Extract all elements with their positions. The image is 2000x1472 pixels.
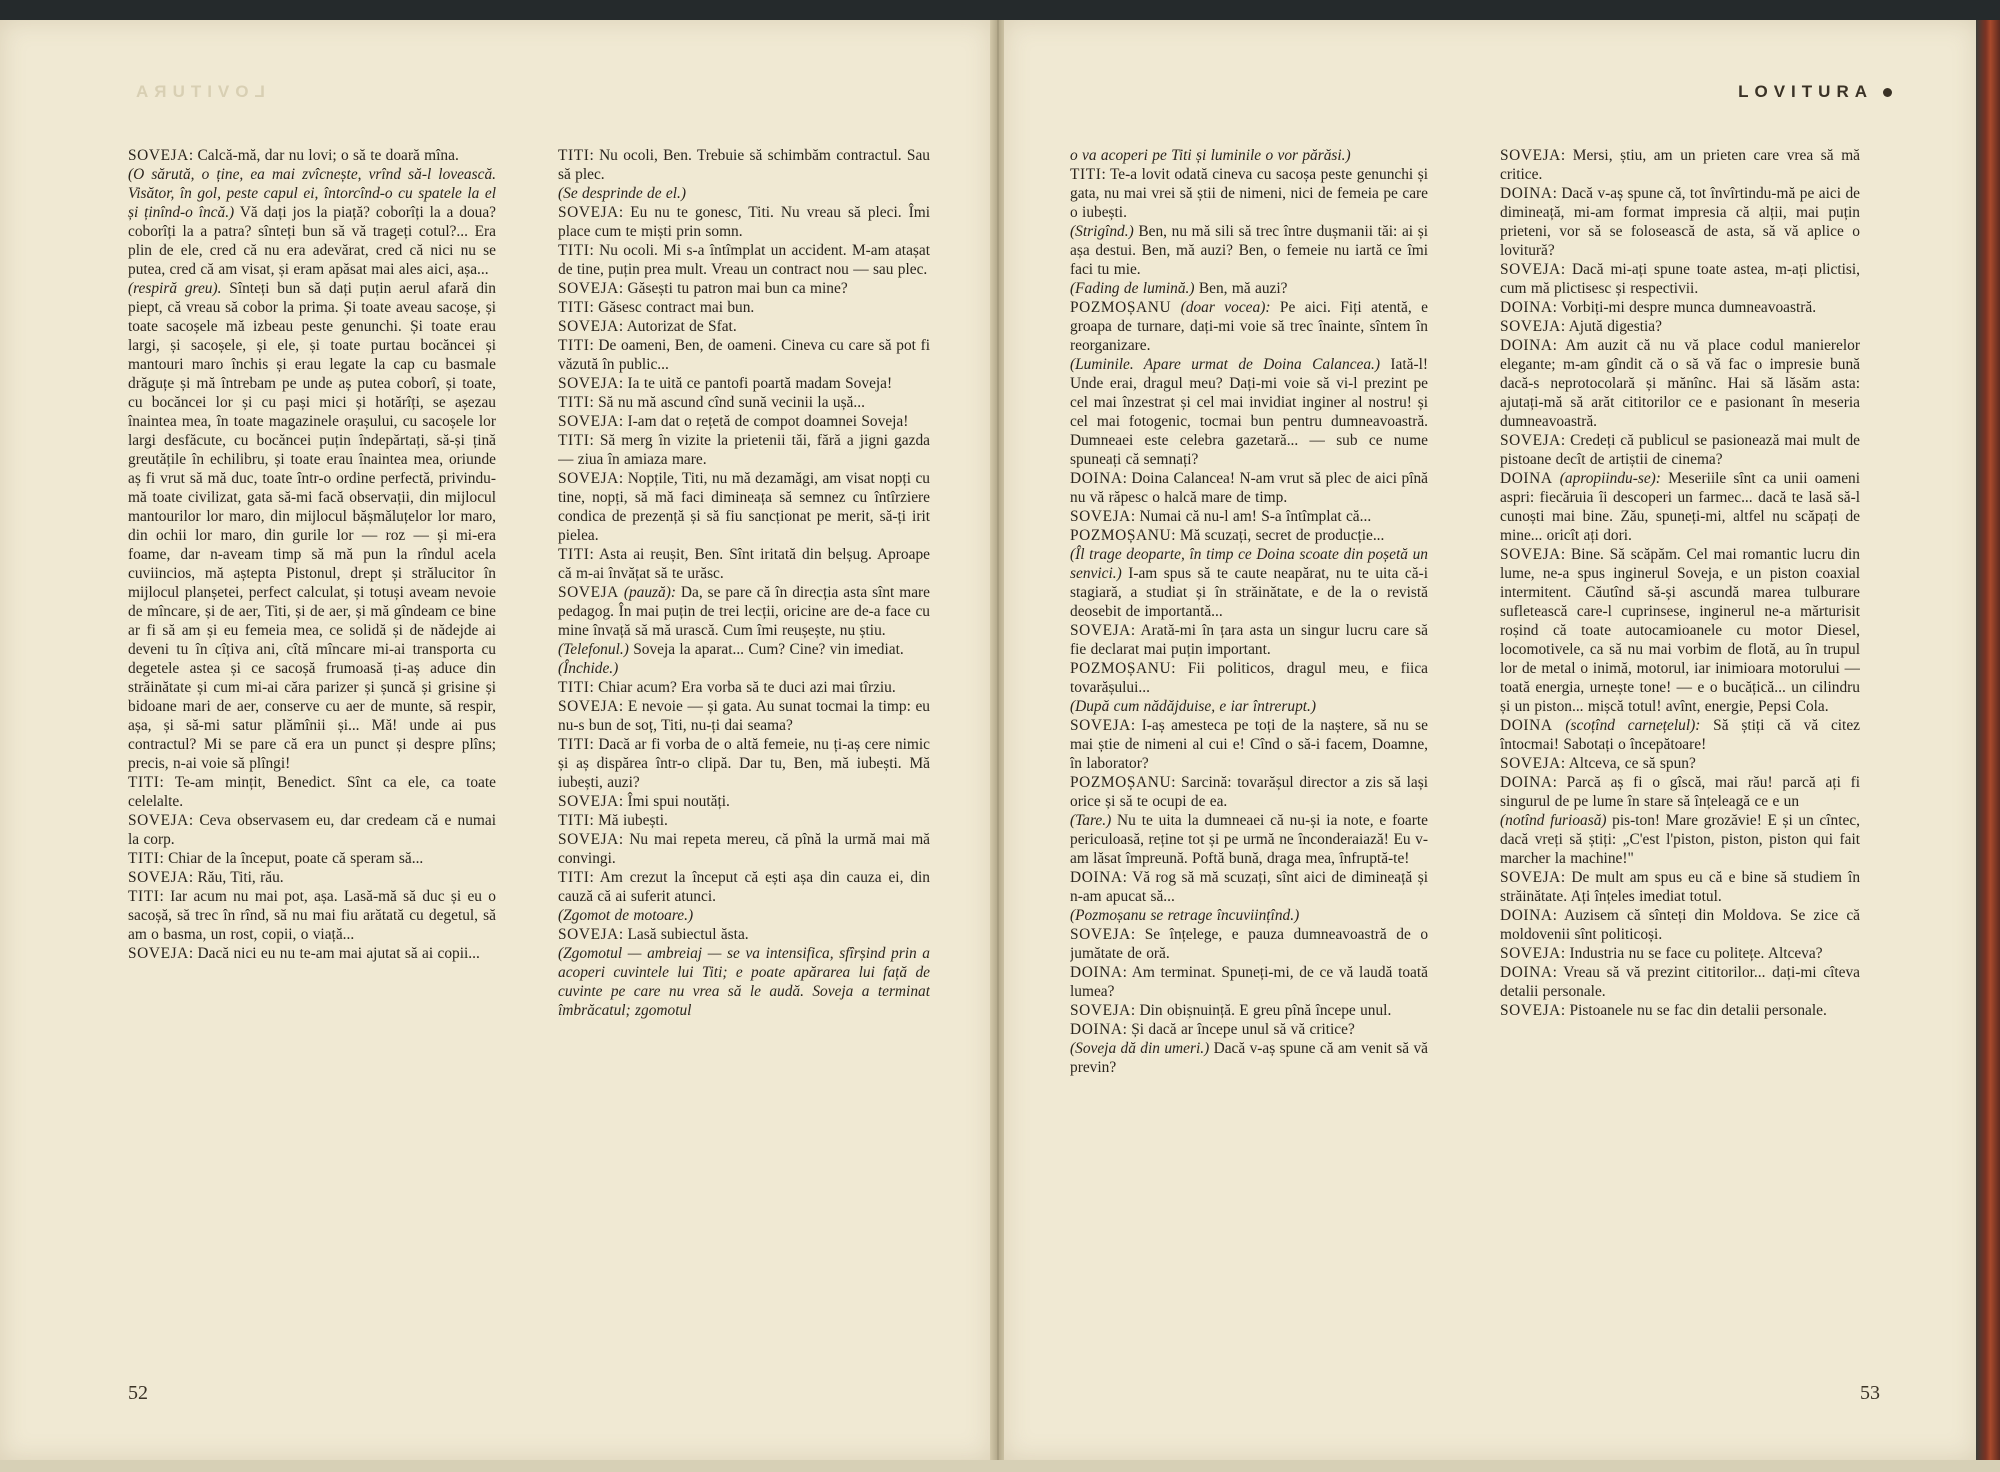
speaker-name: SOVEJA xyxy=(558,280,619,297)
show-through-heading: LOVITURA xyxy=(130,82,265,101)
stage-direction: (pauză): xyxy=(623,584,676,601)
dialogue-text: Eu nu te gonesc, Titi. Nu vreau să pleci. Îmi place cum te miști prin somn. xyxy=(558,204,930,240)
dialogue-line: TITI: Te-am mințit, Benedict. Sînt ca ele, ca toate celelalte. xyxy=(128,774,496,810)
speaker-name: SOVEJA xyxy=(558,375,619,392)
dialogue-line: POZMOȘANU: Sarcină: tovarășul director a zis să lași orice și să te ocupi de ea. xyxy=(1070,774,1428,810)
dialogue-text: Soveja la aparat... Cum? Cine? vin imediat. xyxy=(633,641,904,658)
stage-direction: (Pozmoșanu se retrage încuviințînd.) xyxy=(1070,907,1300,924)
speaker-name: SOVEJA xyxy=(558,318,619,335)
stage-direction: (Îl trage deoparte, în timp ce Doina scoate din poșetă un senvici.) xyxy=(1070,546,1428,582)
speaker-name: DOINA xyxy=(1070,1021,1123,1038)
dialogue-line: SOVEJA: Dacă nici eu nu te-am mai ajutat să ai copii... xyxy=(128,945,480,962)
dialogue-text: Dacă nici eu nu te-am mai ajutat să ai copii... xyxy=(197,945,480,962)
dialogue-line: SOVEJA: Pistoanele nu se fac din detalii personale. xyxy=(1500,1002,1827,1019)
speaker-name: SOVEJA xyxy=(1500,1002,1561,1019)
speaker-name: DOINA xyxy=(1500,907,1553,924)
dialogue-line: SOVEJA: Găsești tu patron mai bun ca mine? xyxy=(558,280,848,297)
dialogue-text: Chiar acum? Era vorba să te duci azi mai tîrziu. xyxy=(598,679,896,696)
dialogue-text: Meseriile sînt ca unii oameni aspri: fiecăruia îi descoperi un farmec... dacă te lasă să-l cunoști mai bine. Zău, spuneți-mi, altfel nu scăpați de mine... oricît ați dori. xyxy=(1500,470,1860,544)
speaker-name: DOINA xyxy=(1500,185,1553,202)
speaker-name: SOVEJA xyxy=(1070,622,1131,639)
dialogue-text: Ben, mă auzi? xyxy=(1198,280,1288,297)
book-cover-edge xyxy=(0,0,2000,22)
bullet-dot-icon xyxy=(1883,88,1892,97)
dialogue-text: Vreau să vă prezint cititorilor... dați-mi cîteva detalii personale. xyxy=(1500,964,1860,1000)
dialogue-line: POZMOȘANU: Fii politicos, dragul meu, e fiica tovarășului... xyxy=(1070,660,1428,696)
speaker-name: TITI xyxy=(558,546,590,563)
stage-direction: (O sărută, o ține, ea mai zvîcnește, vrînd să-l lovească. Visător, în gol, peste capul ei, întorcînd-o cu spatele la el și ținînd-o încă.) xyxy=(128,166,496,221)
speaker-name: SOVEJA xyxy=(1500,261,1561,278)
dialogue-text: Da, se pare că în direcția asta sînt mare pedagog. În mai puțin de trei lecții, oricine are de-a face cu mine învață să mă urască. Cum îmi reușește, nu știu. xyxy=(558,584,930,639)
speaker-name: SOVEJA xyxy=(558,413,619,430)
dialogue-text: Mă scuzați, secret de producție... xyxy=(1179,527,1385,544)
dialogue-text: Altceva, ce să spun? xyxy=(1568,755,1696,772)
dialogue-line xyxy=(1070,697,1428,716)
dialogue-line xyxy=(558,640,930,659)
speaker-name: DOINA xyxy=(1500,964,1553,981)
dialogue-text: I-am spus să te caute neapărat, nu te uita că-i stagiară, a studiat și în străinătate, e de la o revistă deosebit de importantă... xyxy=(1070,565,1428,620)
dialogue-text: Dacă v-aș spune că am venit să vă previn? xyxy=(1070,1040,1428,1076)
dialogue-text: Pe aici. Fiți atentă, e groapa de turnare, dați-mi voie să trec înainte, sîntem în reorganizare. xyxy=(1070,299,1428,354)
dialogue-line: TITI: Iar acum nu mai pot, așa. Lasă-mă să duc și eu o sacoșă, să trec în rînd, să nu mai fiu arătată cu degetul, să am o basma, un rost, copii, o viață... xyxy=(128,888,496,943)
dialogue-text: Nu te uita la dumneaei că nu-și ia note, e foarte periculoasă, reține tot și pe urmă ne înconderaiază! Eu v-am lăsat împreună. Poftă bună, draga mea, înfruptă-te! xyxy=(1070,812,1428,867)
dialogue-text: I-am dat o rețetă de compot doamnei Soveja! xyxy=(627,413,909,430)
dialogue-line: SOVEJA: Nu mai repeta mereu, că pînă la urmă mai mă convingi. xyxy=(558,831,930,867)
dialogue-line xyxy=(128,279,496,773)
dialogue-text: Nopțile, Titi, nu mă dezamăgi, am visat nopți cu tine, nopți, să mă faci dimineața să semnez cu întîrziere condica de prezență și să fiu sancționat pe merit, să-ți irit pielea. xyxy=(558,470,930,544)
stage-direction: (Telefonul.) xyxy=(558,641,629,658)
dialogue-line: SOVEJA: Eu nu te gonesc, Titi. Nu vreau să pleci. Îmi place cum te miști prin somn. xyxy=(558,204,930,240)
dialogue-text: Ben, nu mă sili să trec între dușmanii tăi: ai și așa destui. Ben, mă auzi? Ben, o femeie nu iartă ce îmi faci tu mie. xyxy=(1070,223,1428,278)
dialogue-line: TITI: Dacă ar fi vorba de o altă femeie, nu ți-aș cere nimic și aș dispărea într-o clipă. Dar tu, Ben, mă iubești. Mă iubești, auzi? xyxy=(558,736,930,791)
dialogue-text: E nevoie — și gata. Au sunat tocmai la timp: eu nu-s bun de soț, Titi, nu-ți dai seama? xyxy=(558,698,930,734)
speaker-name: TITI xyxy=(128,850,160,867)
speaker-name: POZMOȘANU xyxy=(1070,660,1172,677)
speaker-name: SOVEJA xyxy=(1070,1002,1131,1019)
dialogue-line: SOVEJA: Din obișnuință. E greu pînă începe unul. xyxy=(1070,1002,1392,1019)
text-column-2 xyxy=(558,146,930,1326)
dialogue-line: SOVEJA: Altceva, ce să spun? xyxy=(1500,755,1696,772)
dialogue-line: SOVEJA: Ajută digestia? xyxy=(1500,318,1662,335)
dialogue-text: Să știți că vă citez întocmai! Sabotați o începătoare! xyxy=(1500,717,1860,753)
dialogue-text: Calcă-mă, dar nu lovi; o să te doară mîna. xyxy=(197,147,459,164)
speaker-name: SOVEJA xyxy=(1070,926,1131,943)
right-page xyxy=(1004,20,1978,1460)
stage-direction: (doar vocea): xyxy=(1180,299,1271,316)
speaker-name: TITI xyxy=(558,736,590,753)
dialogue-text: Din obișnuință. E greu pînă începe unul. xyxy=(1139,1002,1392,1019)
dialogue-text: Iar acum nu mai pot, așa. Lasă-mă să duc și eu o sacoșă, să trec în rînd, să nu mai fiu arătată cu degetul, să am o basma, un rost, copii, o viață... xyxy=(128,888,496,943)
dialogue-text: Mersi, știu, am un prieten care vrea să mă critice. xyxy=(1500,147,1860,183)
text-column-4 xyxy=(1500,146,1860,1326)
dialogue-text: I-aș amesteca pe toți de la naștere, să nu se mai știe de nimeni al cui e! Cînd o să-i facem, Doamne, în laborator? xyxy=(1070,717,1428,772)
dialogue-text: Te-a lovit odată cineva cu sacoșa peste genunchi și gata, nu mai vrei să știi de nimeni, nici de femeia pe care o iubești. xyxy=(1070,166,1428,221)
dialogue-line: DOINA: Dacă v-aș spune că, tot învîrtindu-mă pe aici de dimineață, mi-am format impresia că alții, mai puțin prieteni, vor să se folosească de asta, să vă aplice o lovitură? xyxy=(1500,185,1860,259)
dialogue-line: TITI: Chiar de la început, poate că speram să... xyxy=(128,850,424,867)
dialogue-line: TITI: Nu ocoli. Mi s-a întîmplat un accident. M-am atașat de tine, puțin prea mult. Vreau un contract nou — sau plec. xyxy=(558,242,930,278)
dialogue-text: Sînteți bun să dați puțin aerul afară din piept, că vreau să cobor la prima. Și toate aveau sacoșe, și toate sacoșele mă izbeau peste genunchi. Și toate erau largi, și sacoșele, și ele, și toate purtau bocăncei și mantouri maro închis și erau legate la cap cu basmale drăguțe și mă întrebam pe unde aș putea coborî, și toate, cu bocăncei lor și cu pași mici și hotărîți, se așezau înaintea mea, în toate magazinele orașului, cu sacoșele lor largi desfăcute, cu bocăncei puțin îndepărtați, să-și țină greutățile în echilibru, și toate erau înaintea mea, oriunde aș fi vrut să mă duc, toate într-o ordine perfectă, privindu-mă toate civilizat, gata să-mi facă observații, din mijlocul mantourilor lor maro, din mijlocul bășmăluțelor lor maro, din ochii lor maro, din gurile lor — roz — și mi-era foame, dar n-aveam timp să mă pun la rîndul acela cuviincios, mă aștepta Pistonul, drept și strălucitor în mijlocul planșetei, perfect calculat, și totuși aveam nevoie de mîncare, și de aer, Titi, și de aer, și mă gîndeam ce bine ar fi să am și eu femeia mea, ce solidă și de nădejde ai deveni tu în cîțiva ani, cîtă mîncare mi-ai transporta cu degetele astea și ce sacoșă frumoasă ți-aș aduce din străinătate și cum mi-ai căra parizer și șuncă și grisine și bidoane mari de aer, conserve cu aer de munte, să respir, așa, și să-mi satur plămînii și... Mă! unde ai pus contractul? Mi se pare că era un punct și despre plîns; precis, n-ai voie să plîngi! xyxy=(128,280,496,772)
dialogue-line: DOINA: Și dacă ar începe unul să vă critice? xyxy=(1070,1021,1355,1038)
dialogue-text: Dacă ar fi vorba de o altă femeie, nu ți-aș cere nimic și aș dispărea într-o clipă. Dar tu, Ben, mă iubești. Mă iubești, auzi? xyxy=(558,736,930,791)
dialogue-line: DOINA: Am auzit că nu vă place codul manierelor elegante; m-am gîndit că o să vă fac o impresie bună dacă-s neprotocolară și mănînc. Hai să lăsăm asta: ajutați-mă să arăt cititorilor ce e pasionant în meseria dumneavoastră. xyxy=(1500,337,1860,430)
dialogue-text: De mult am spus eu că e bine să studiem în străinătate. Ați înțeles imediat totul. xyxy=(1500,869,1860,905)
dialogue-line: SOVEJA: Autorizat de Sfat. xyxy=(558,318,737,335)
speaker-name: SOVEJA xyxy=(558,584,619,601)
speaker-name: DOINA xyxy=(1500,470,1553,487)
speaker-name: TITI xyxy=(1070,166,1102,183)
dialogue-text: Să merg în vizite la prietenii tăi, fără a jigni gazda — ziua în amiaza mare. xyxy=(558,432,930,468)
speaker-name: TITI xyxy=(558,394,590,411)
dialogue-line: SOVEJA: Numai că nu-l am! S-a întîmplat că... xyxy=(1070,508,1372,525)
dialogue-text: Vă dați jos la piață? coborîți la a doua? coborîți la a patra? sînteți bun să vă trageți cotul?... Era plin de ele, cred că nu era adevărat, cred că nici nu se putea, cred că am visat, și eram apăsat mai ales aici, așa... xyxy=(128,204,496,278)
dialogue-text: Chiar de la început, poate că speram să... xyxy=(168,850,424,867)
dialogue-line: TITI: Am crezut la început că ești așa din cauza ei, din cauză că ai suferit atunci. xyxy=(558,869,930,905)
dialogue-text: Vă rog să mă scuzați, sînt aici de dimineață și n-am apucat să... xyxy=(1070,869,1428,905)
dialogue-line: SOVEJA: Ceva observasem eu, dar credeam că e numai la corp. xyxy=(128,812,496,848)
speaker-name: SOVEJA xyxy=(1500,945,1561,962)
speaker-name: DOINA xyxy=(1500,774,1553,791)
dialogue-line: POZMOȘANU: Mă scuzați, secret de producție... xyxy=(1070,527,1385,544)
dialogue-text: Vorbiți-mi despre munca dumneavoastră. xyxy=(1560,299,1817,316)
speaker-name: SOVEJA xyxy=(1070,508,1131,525)
page-number-right: 53 xyxy=(1860,1382,1880,1404)
stage-direction: (După cum nădăjduise, e iar întrerupt.) xyxy=(1070,698,1317,715)
stage-direction: (Zgomot de motoare.) xyxy=(558,907,694,924)
text-column-1 xyxy=(128,146,496,1326)
dialogue-line: SOVEJA: Calcă-mă, dar nu lovi; o să te doară mîna. xyxy=(128,147,459,164)
dialogue-line xyxy=(1070,298,1428,355)
speaker-name: TITI xyxy=(558,432,590,449)
dialogue-text: Fii politicos, dragul meu, e fiica tovarășului... xyxy=(1070,660,1428,696)
stage-direction: (Fading de lumină.) xyxy=(1070,280,1195,297)
dialogue-text: Autorizat de Sfat. xyxy=(626,318,737,335)
speaker-name: SOVEJA xyxy=(128,945,189,962)
speaker-name: SOVEJA xyxy=(1070,717,1131,734)
dialogue-text: Numai că nu-l am! S-a întîmplat că... xyxy=(1139,508,1372,525)
speaker-name: POZMOȘANU xyxy=(1070,774,1172,791)
stage-direction: (respiră greu). xyxy=(128,280,222,297)
dialogue-line: TITI: Mă iubești. xyxy=(558,812,668,829)
dialogue-line xyxy=(558,184,930,203)
speaker-name: SOVEJA xyxy=(1500,318,1561,335)
speaker-name: SOVEJA xyxy=(558,698,619,715)
dialogue-line: SOVEJA: Rău, Titi, rău. xyxy=(128,869,284,886)
dialogue-text: Nu mai repeta mereu, că pînă la urmă mai mă convingi. xyxy=(558,831,930,867)
stage-direction: (Tare.) xyxy=(1070,812,1112,829)
dialogue-line xyxy=(1500,469,1860,545)
speaker-name: TITI xyxy=(558,679,590,696)
stage-direction: (Se desprinde de el.) xyxy=(558,185,686,202)
text-column-3 xyxy=(1070,146,1428,1326)
dialogue-text: Credeți că publicul se pasionează mai mult de pistoane decît de artiștii de cinema? xyxy=(1500,432,1860,468)
running-head xyxy=(1738,82,1892,102)
dialogue-line: SOVEJA: Îmi spui noutăți. xyxy=(558,793,730,810)
dialogue-line xyxy=(558,906,930,925)
speaker-name: DOINA xyxy=(1500,337,1553,354)
dialogue-line: DOINA: Am terminat. Spuneți-mi, de ce vă laudă toată lumea? xyxy=(1070,964,1428,1000)
speaker-name: SOVEJA xyxy=(1500,432,1561,449)
dialogue-text: Ia te uită ce pantofi poartă madam Soveja! xyxy=(627,375,893,392)
dialogue-text: Dacă mi-ați spune toate astea, m-ați plictisi, cum mă plictisesc și respectivii. xyxy=(1500,261,1860,297)
dialogue-line xyxy=(1070,906,1428,925)
stage-direction: (Închide.) xyxy=(558,660,619,677)
dialogue-line xyxy=(1070,146,1428,165)
stage-direction: (Zgomotul — ambreiaj — se va intensifica, sfîrșind prin a acoperi cuvintele lui Titi; e poate apărarea lui față de cuvinte pe care nu vrea să le audă. Soveja a terminat îmbrăcatul; zgomotul xyxy=(558,945,930,1019)
speaker-name: SOVEJA xyxy=(128,869,189,886)
running-head-text: LOVITURA xyxy=(1738,82,1873,101)
dialogue-line: SOVEJA: Ia te uită ce pantofi poartă madam Soveja! xyxy=(558,375,893,392)
speaker-name: TITI xyxy=(558,812,590,829)
dialogue-line: SOVEJA: Arată-mi în țara asta un singur lucru care să fie declarat mai puțin important. xyxy=(1070,622,1428,658)
speaker-name: POZMOȘANU xyxy=(1070,299,1172,316)
speaker-name: SOVEJA xyxy=(558,470,619,487)
dialogue-text: Sarcină: tovarășul director a zis să lași orice și să te ocupi de ea. xyxy=(1070,774,1428,810)
speaker-name: SOVEJA xyxy=(558,793,619,810)
dialogue-text: Arată-mi în țara asta un singur lucru care să fie declarat mai puțin important. xyxy=(1070,622,1428,658)
dialogue-line: DOINA: Parcă aș fi o gîscă, mai rău! parcă ați fi singurul de pe lume în stare să înțeleagă ce e un xyxy=(1500,774,1860,810)
dialogue-text: Am crezut la început că ești așa din cauza ei, din cauză că ai suferit atunci. xyxy=(558,869,930,905)
dialogue-text: Parcă aș fi o gîscă, mai rău! parcă ați fi singurul de pe lume în stare să înțeleagă ce e un xyxy=(1500,774,1860,810)
dialogue-text: Ajută digestia? xyxy=(1568,318,1662,335)
speaker-name: SOVEJA xyxy=(128,147,189,164)
dialogue-line: SOVEJA: Lasă subiectul ăsta. xyxy=(558,926,749,943)
dialogue-line xyxy=(558,659,930,678)
dialogue-text: Îmi spui noutăți. xyxy=(627,793,730,810)
speaker-name: TITI xyxy=(128,888,160,905)
dialogue-text: Asta ai reușit, Ben. Sînt iritată din belșug. Aproape că m-ai învățat să te urăsc. xyxy=(558,546,930,582)
dialogue-text: Găsesc contract mai bun. xyxy=(598,299,755,316)
dialogue-line: TITI: Să merg în vizite la prietenii tăi, fără a jigni gazda — ziua în amiaza mare. xyxy=(558,432,930,468)
left-page xyxy=(0,20,992,1460)
dialogue-text: Nu ocoli, Ben. Trebuie să schimbăm contractul. Sau să plec. xyxy=(558,147,930,183)
dialogue-line xyxy=(1070,1039,1428,1077)
speaker-name: SOVEJA xyxy=(558,204,619,221)
dialogue-line: SOVEJA: Credeți că publicul se pasionează mai mult de pistoane decît de artiștii de cinema? xyxy=(1500,432,1860,468)
dialogue-line: TITI: Te-a lovit odată cineva cu sacoșa peste genunchi și gata, nu mai vrei să știi de nimeni, nici de femeia pe care o iubești. xyxy=(1070,166,1428,221)
stage-direction: (notînd furioasă) xyxy=(1500,812,1607,829)
dialogue-text: Ceva observasem eu, dar credeam că e numai la corp. xyxy=(128,812,496,848)
dialogue-text: Se înțelege, e pauza dumneavoastră de o jumătate de oră. xyxy=(1070,926,1428,962)
stage-direction: (Luminile. Apare urmat de Doina Calancea.) xyxy=(1070,356,1381,373)
dialogue-line: TITI: De oameni, Ben, de oameni. Cineva cu care să pot fi văzută în public... xyxy=(558,337,930,373)
speaker-name: TITI xyxy=(558,337,590,354)
stage-direction: o va acoperi pe Titi și luminile o vor părăsi.) xyxy=(1070,147,1351,164)
dialogue-line xyxy=(1500,716,1860,754)
dialogue-text: De oameni, Ben, de oameni. Cineva cu care să pot fi văzută în public... xyxy=(558,337,930,373)
speaker-name: TITI xyxy=(558,869,590,886)
speaker-name: SOVEJA xyxy=(1500,755,1561,772)
dialogue-text: Doina Calancea! N-am vrut să plec de aici pînă nu vă răpesc o halcă mare de timp. xyxy=(1070,470,1428,506)
dialogue-text: Bine. Să scăpăm. Cel mai romantic lucru din lume, ne-a spus inginerul Soveja, e un piston coaxial intermitent. Căutînd să-și ascundă marea tulburare sufletească care-l cuprinsese, inginerul ne-a mărturisit roșind că toate autocamioanele cu motor Diesel, locomotivele, ca să nu mai vorbim de flotă, au în trupul lor de metal o inimă, motorul, iar inimioara motorului — toată energia, urnește tone! — e o bucățică... un cilindru și un piston... mișcă totul! avînt, energie, Pepsi Cola. xyxy=(1500,546,1860,715)
dialogue-text: Nu ocoli. Mi s-a întîmplat un accident. M-am atașat de tine, puțin prea mult. Vreau un contract nou — sau plec. xyxy=(558,242,930,278)
dialogue-line: SOVEJA: Se înțelege, e pauza dumneavoastră de o jumătate de oră. xyxy=(1070,926,1428,962)
speaker-name: SOVEJA xyxy=(1500,869,1561,886)
dialogue-line: TITI: Găsesc contract mai bun. xyxy=(558,299,755,316)
dialogue-text: Am terminat. Spuneți-mi, de ce vă laudă toată lumea? xyxy=(1070,964,1428,1000)
dialogue-line: TITI: Nu ocoli, Ben. Trebuie să schimbăm contractul. Sau să plec. xyxy=(558,147,930,183)
dialogue-line: SOVEJA: De mult am spus eu că e bine să studiem în străinătate. Ați înțeles imediat totul. xyxy=(1500,869,1860,905)
speaker-name: TITI xyxy=(558,299,590,316)
dialogue-line xyxy=(128,165,496,279)
stage-direction: (apropiindu-se): xyxy=(1559,470,1661,487)
dialogue-line xyxy=(558,944,930,1020)
dialogue-text: Găsești tu patron mai bun ca mine? xyxy=(627,280,848,297)
dialogue-text: Iată-l! Unde erai, dragul meu? Dați-mi voie să vi-l prezint pe cel mai înzestrat și cel mai invidiat inginer al nostru! și cel mai fotogenic, tocmai bun pentru dumneavoastră. Dumneaei este celebra gazetară... — sub ce nume spuneați că semnați? xyxy=(1070,356,1428,468)
dialogue-line: SOVEJA: Industria nu se face cu politețe. Altceva? xyxy=(1500,945,1823,962)
dialogue-text: Și dacă ar începe unul să vă critice? xyxy=(1131,1021,1355,1038)
page-number-left: 52 xyxy=(128,1382,148,1404)
dialogue-text: Dacă v-aș spune că, tot învîrtindu-mă pe aici de dimineață, mi-am format impresia că alții, mai puțin prieteni, vor să se folosească de asta, să vă aplice o lovitură? xyxy=(1500,185,1860,259)
dialogue-line xyxy=(1070,811,1428,868)
dialogue-line xyxy=(1070,355,1428,469)
dialogue-text: Auzisem că sînteți din Moldova. Se zice că moldovenii sînt politicoși. xyxy=(1500,907,1860,943)
speaker-name: POZMOȘANU xyxy=(1070,527,1172,544)
dialogue-line xyxy=(1500,811,1860,868)
dialogue-text: Mă iubești. xyxy=(598,812,668,829)
dialogue-line: DOINA: Vreau să vă prezint cititorilor... dați-mi cîteva detalii personale. xyxy=(1500,964,1860,1000)
dialogue-line: SOVEJA: Bine. Să scăpăm. Cel mai romantic lucru din lume, ne-a spus inginerul Soveja, e un piston coaxial intermitent. Căutînd să-și ascundă marea tulburare sufletească care-l cuprinsese, inginerul ne-a mărturisit roșind că toate autocamioanele cu motor Diesel, locomotivele, ca să nu mai vorbim de flotă, au în trupul lor de metal o inimă, motorul, iar inimioara motorului — toată energia, urnește tone! — e o bucățică... un cilindru și un piston... mișcă totul! avînt, energie, Pepsi Cola. xyxy=(1500,546,1860,715)
dialogue-line: TITI: Chiar acum? Era vorba să te duci azi mai tîrziu. xyxy=(558,679,896,696)
dialogue-line: SOVEJA: Mersi, știu, am un prieten care vrea să mă critice. xyxy=(1500,147,1860,183)
speaker-name: DOINA xyxy=(1500,299,1553,316)
dialogue-line: DOINA: Vorbiți-mi despre munca dumneavoastră. xyxy=(1500,299,1817,316)
speaker-name: DOINA xyxy=(1500,717,1553,734)
dialogue-line: DOINA: Doina Calancea! N-am vrut să plec de aici pînă nu vă răpesc o halcă mare de timp. xyxy=(1070,470,1428,506)
dialogue-text: Industria nu se face cu politețe. Altceva? xyxy=(1569,945,1823,962)
dialogue-line xyxy=(1070,222,1428,279)
dialogue-line xyxy=(1070,279,1428,298)
dialogue-line: SOVEJA: I-aș amesteca pe toți de la naștere, să nu se mai știe de nimeni al cui e! Cînd o să-i facem, Doamne, în laborator? xyxy=(1070,717,1428,772)
dialogue-line: DOINA: Auzisem că sînteți din Moldova. Se zice că moldovenii sînt politicoși. xyxy=(1500,907,1860,943)
speaker-name: SOVEJA xyxy=(558,831,619,848)
dialogue-line: SOVEJA: I-am dat o rețetă de compot doamnei Soveja! xyxy=(558,413,909,430)
stage-direction: (Soveja dă din umeri.) xyxy=(1070,1040,1210,1057)
speaker-name: TITI xyxy=(128,774,160,791)
dialogue-line: SOVEJA: E nevoie — și gata. Au sunat tocmai la timp: eu nu-s bun de soț, Titi, nu-ți dai seama? xyxy=(558,698,930,734)
dialogue-text: Te-am mințit, Benedict. Sînt ca ele, ca toate celelalte. xyxy=(128,774,496,810)
speaker-name: SOVEJA xyxy=(128,812,189,829)
book-spine xyxy=(1976,20,2000,1460)
dialogue-text: pis-ton! Mare grozăvie! E și un cîntec, dacă vreți să știți: „C'est l'piston, piston, piston qui fait marcher la machine!" xyxy=(1500,812,1860,867)
dialogue-line xyxy=(1070,545,1428,621)
speaker-name: SOVEJA xyxy=(1500,546,1561,563)
speaker-name: TITI xyxy=(558,147,590,164)
speaker-name: SOVEJA xyxy=(558,926,619,943)
dialogue-text: Lasă subiectul ăsta. xyxy=(627,926,749,943)
dialogue-line xyxy=(558,583,930,640)
dialogue-text: Pistoanele nu se fac din detalii personale. xyxy=(1569,1002,1827,1019)
speaker-name: DOINA xyxy=(1070,869,1123,886)
dialogue-line: TITI: Să nu mă ascund cînd sună vecinii la ușă... xyxy=(558,394,865,411)
speaker-name: SOVEJA xyxy=(1500,147,1561,164)
dialogue-line: SOVEJA: Dacă mi-ați spune toate astea, m-ați plictisi, cum mă plictisesc și respectivii. xyxy=(1500,261,1860,297)
dialogue-line: TITI: Asta ai reușit, Ben. Sînt iritată din belșug. Aproape că m-ai învățat să te urăsc. xyxy=(558,546,930,582)
stage-direction: (Strigînd.) xyxy=(1070,223,1134,240)
speaker-name: DOINA xyxy=(1070,470,1123,487)
speaker-name: DOINA xyxy=(1070,964,1123,981)
dialogue-text: Să nu mă ascund cînd sună vecinii la ușă... xyxy=(598,394,865,411)
dialogue-text: Rău, Titi, rău. xyxy=(197,869,284,886)
speaker-name: TITI xyxy=(558,242,590,259)
dialogue-line: DOINA: Vă rog să mă scuzați, sînt aici de dimineață și n-am apucat să... xyxy=(1070,869,1428,905)
dialogue-text: Am auzit că nu vă place codul manierelor elegante; m-am gîndit că o să vă fac o impresie bună dacă-s neprotocolară și mănînc. Hai să lăsăm asta: ajutați-mă să arăt cititorilor ce e pasionant în meseria dumneavoastră. xyxy=(1500,337,1860,430)
stage-direction: (scoțînd carnețelul): xyxy=(1565,717,1701,734)
dialogue-line: SOVEJA: Nopțile, Titi, nu mă dezamăgi, am visat nopți cu tine, nopți, să mă faci dimineața să semnez cu întîrziere condica de prezență și să fiu sancționat pe merit, să-ți irit pielea. xyxy=(558,470,930,544)
